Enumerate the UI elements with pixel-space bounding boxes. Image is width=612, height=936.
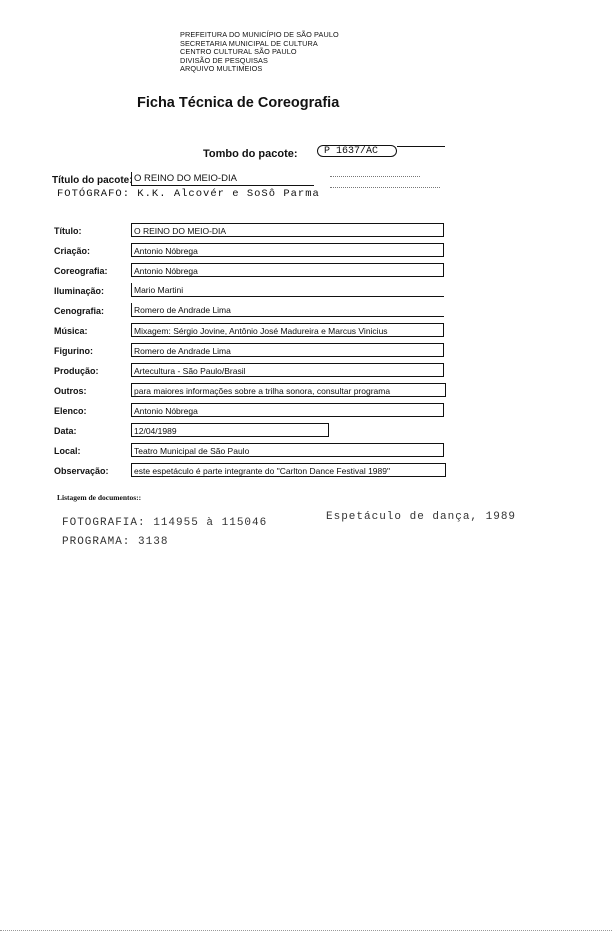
field-label-musica: Música: bbox=[54, 326, 88, 336]
field-value-cenografia: Romero de Andrade Lima bbox=[131, 303, 444, 317]
page-title: Ficha Técnica de Coreografia bbox=[137, 95, 340, 111]
field-value-musica: Mixagem: Sérgio Jovine, Antônio José Madureira e Marcus Vinicius bbox=[131, 323, 444, 337]
listagem-label: Listagem de documentos:: bbox=[57, 493, 142, 502]
field-label-producao: Produção: bbox=[54, 366, 99, 376]
header-line: DIVISÃO DE PESQUISAS bbox=[180, 55, 268, 65]
tombo-value: P 1637/AC bbox=[317, 145, 397, 157]
pacote-value: O REINO DO MEIO-DIA bbox=[131, 172, 314, 186]
dotted-rule bbox=[330, 187, 440, 188]
field-value-figurino: Romero de Andrade Lima bbox=[131, 343, 444, 357]
institution-header bbox=[180, 31, 339, 74]
tombo-underline bbox=[397, 146, 445, 147]
field-value-data: 12/04/1989 bbox=[131, 423, 329, 437]
field-label-data: Data: bbox=[54, 426, 77, 436]
listagem-line: PROGRAMA: 3138 bbox=[62, 536, 169, 548]
field-value-local: Teatro Municipal de São Paulo bbox=[131, 443, 444, 457]
field-label-cenografia: Cenografia: bbox=[54, 306, 105, 316]
field-label-criacao: Criação: bbox=[54, 246, 91, 256]
header-line: PREFEITURA DO MUNICÍPIO DE SÃO PAULO bbox=[180, 30, 339, 39]
tombo-label: Tombo do pacote: bbox=[203, 148, 298, 160]
field-value-coreografia: Antonio Nóbrega bbox=[131, 263, 444, 277]
scan-edge-dots bbox=[0, 930, 612, 931]
field-value-iluminacao: Mario Martini bbox=[131, 283, 444, 297]
fotografo-line: FOTÓGRAFO: K.K. Alcovér e SoSô Parma bbox=[57, 188, 320, 200]
pacote-label: Título do pacote: bbox=[52, 175, 133, 186]
field-label-local: Local: bbox=[54, 446, 81, 456]
field-label-elenco: Elenco: bbox=[54, 406, 87, 416]
field-label-iluminacao: Iluminação: bbox=[54, 286, 105, 296]
field-value-criacao: Antonio Nóbrega bbox=[131, 243, 444, 257]
field-value-observacao: este espetáculo é parte integrante do "Carlton Dance Festival 1989" bbox=[131, 463, 446, 477]
header-line: CENTRO CULTURAL SÃO PAULO bbox=[180, 47, 297, 57]
field-label-observacao: Observação: bbox=[54, 466, 109, 476]
field-value-producao: Artecultura - São Paulo/Brasil bbox=[131, 363, 444, 377]
listagem-line: FOTOGRAFIA: 114955 à 115046 bbox=[62, 517, 268, 529]
field-label-coreografia: Coreografia: bbox=[54, 266, 108, 276]
field-label-outros: Outros: bbox=[54, 386, 87, 396]
header-line: ARQUIVO MULTIMEIOS bbox=[180, 64, 263, 74]
field-label-figurino: Figurino: bbox=[54, 346, 93, 356]
listagem-note: Espetáculo de dança, 1989 bbox=[326, 511, 517, 523]
field-value-outros: para maiores informações sobre a trilha sonora, consultar programa bbox=[131, 383, 446, 397]
field-value-elenco: Antonio Nóbrega bbox=[131, 403, 444, 417]
header-line: SECRETARIA MUNICIPAL DE CULTURA bbox=[180, 38, 318, 48]
field-label-titulo: Título: bbox=[54, 226, 82, 236]
field-value-titulo: O REINO DO MEIO-DIA bbox=[131, 223, 444, 237]
dotted-rule bbox=[330, 176, 420, 177]
